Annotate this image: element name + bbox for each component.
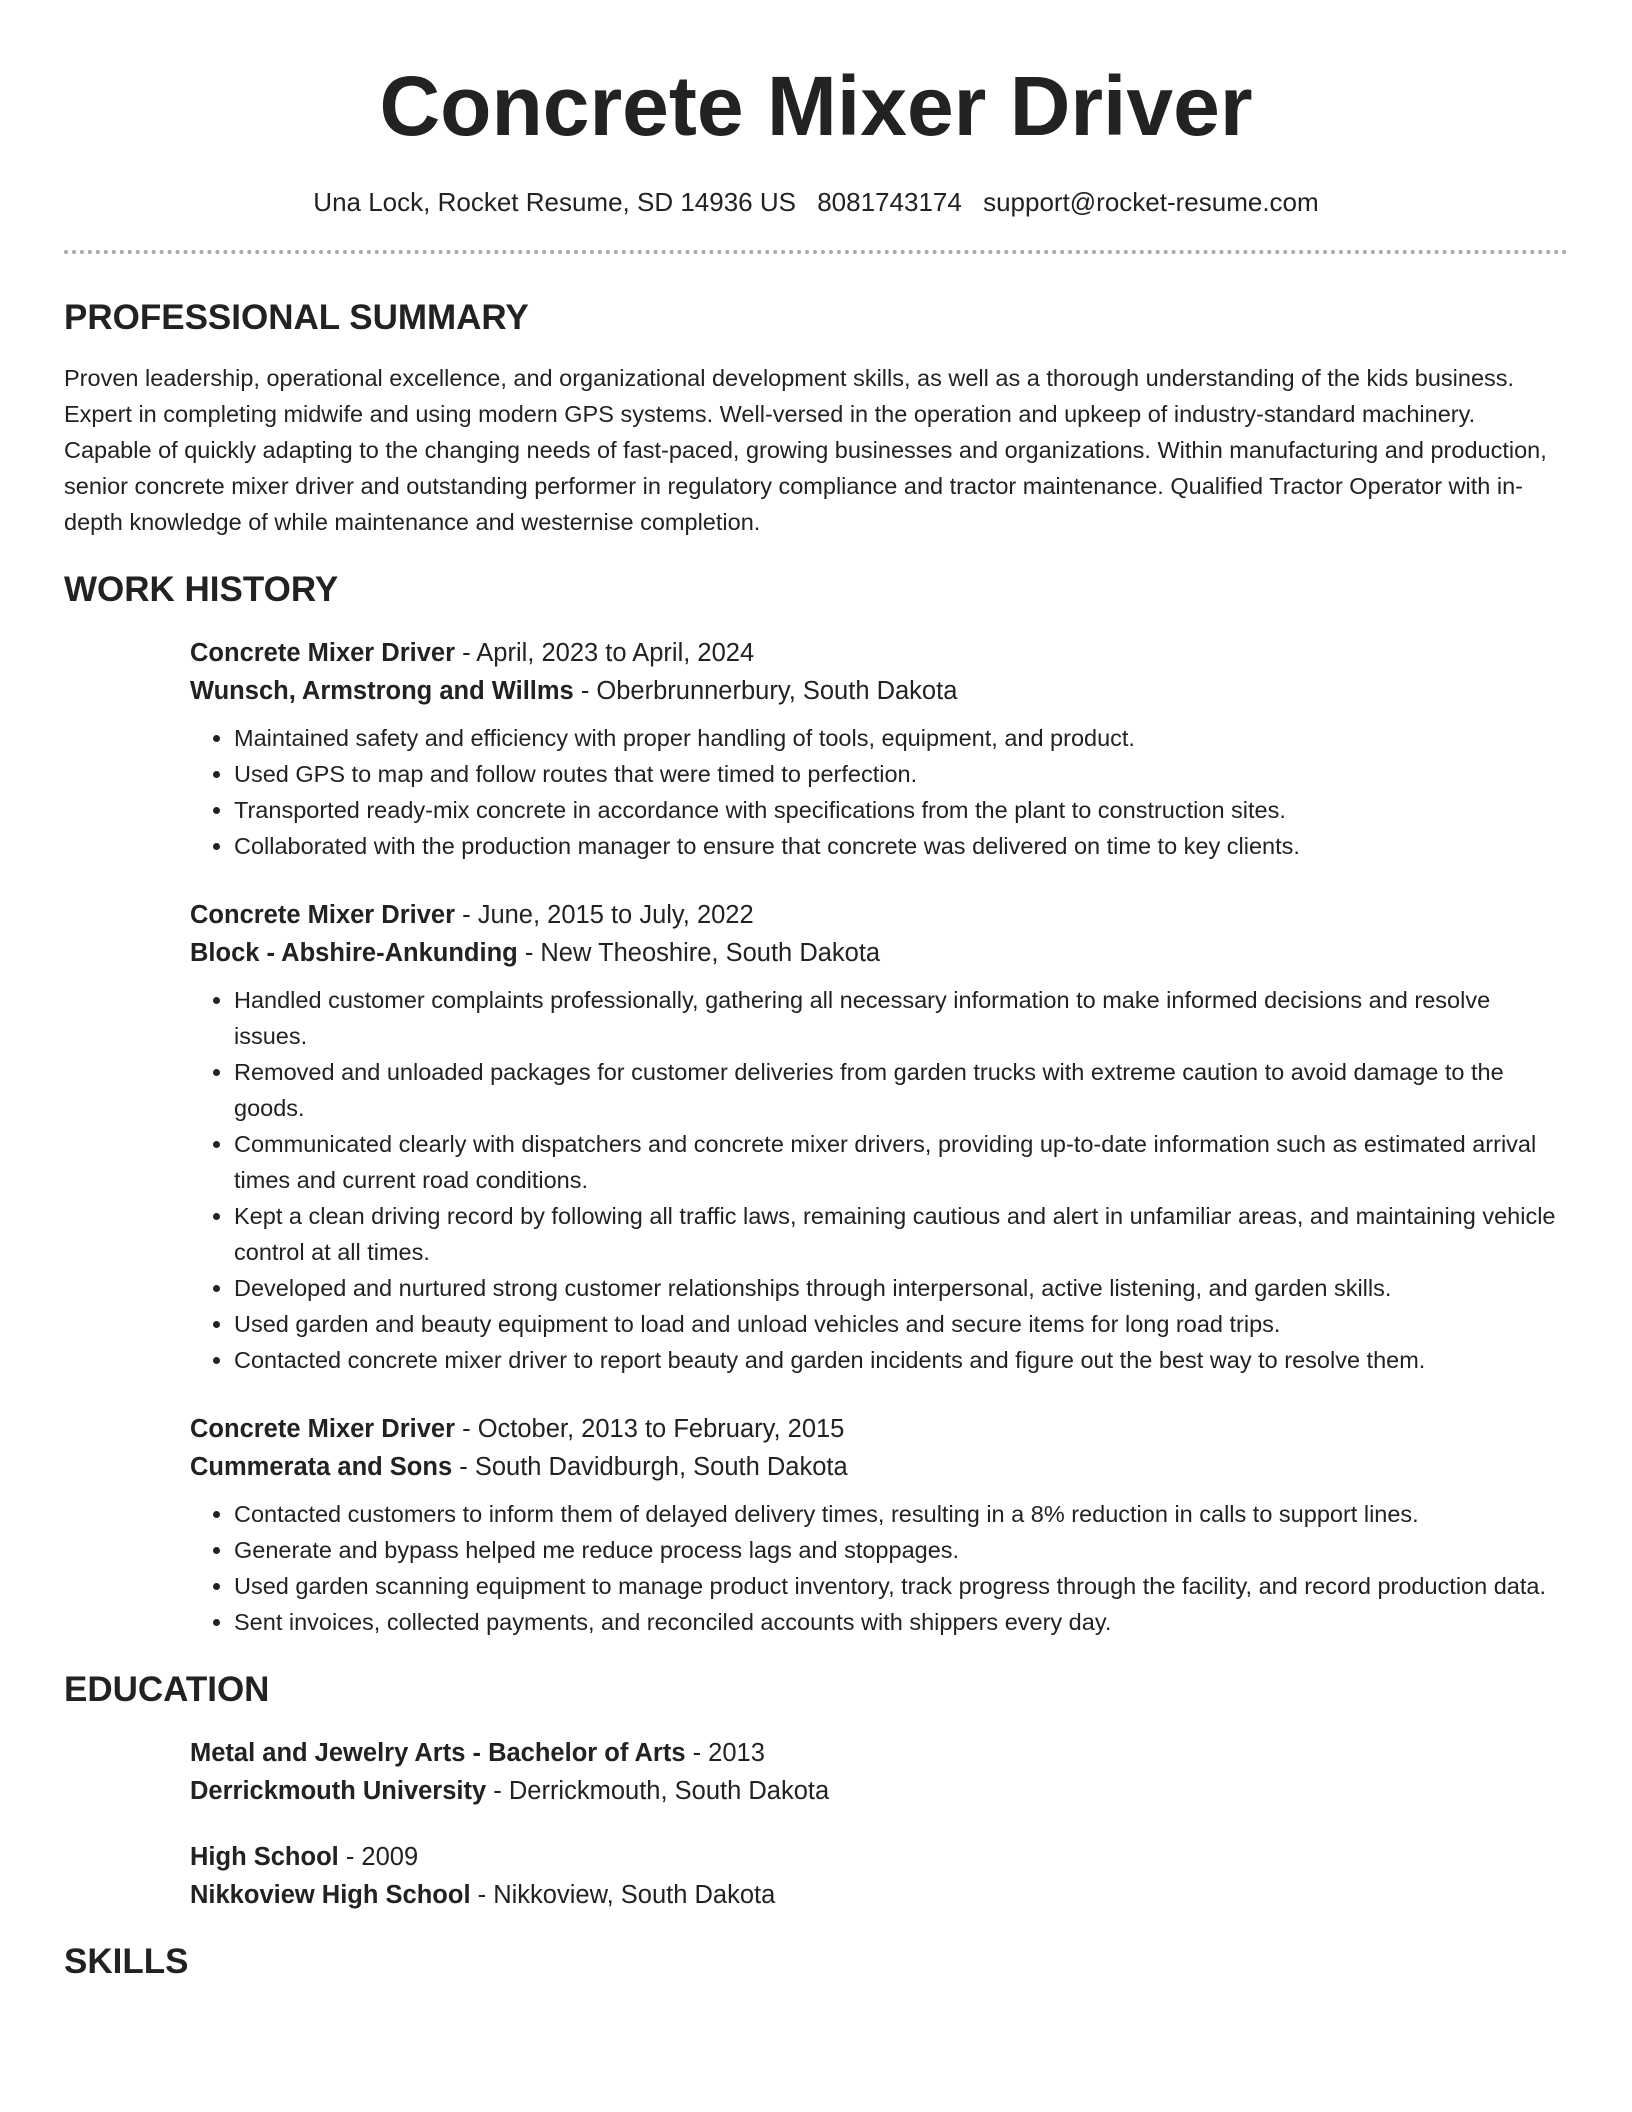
education-degree: High School [190, 1843, 339, 1871]
job-role: Concrete Mixer Driver [190, 639, 456, 667]
candidate-name: Concrete Mixer Driver [379, 59, 1253, 153]
job-bullet: • Kept a clean driving record by following all traffic laws, remaining cautious and alert in unfamiliar areas, and maintaining vehicle control at all times. [234, 1198, 1568, 1270]
job-company: Block - Abshire-Ankunding [190, 939, 518, 967]
job-bullet: • Contacted customers to inform them of delayed delivery times, resulting in a 8% reduction in calls to support lines. [234, 1496, 1568, 1532]
education-school: Derrickmouth University [190, 1777, 487, 1805]
education-entry [190, 1838, 1568, 1914]
education-degree: Metal and Jewelry Arts - Bachelor of Arts [190, 1739, 686, 1767]
job-entry [190, 896, 1568, 1378]
education-heading: EDUCATION [64, 1670, 270, 1709]
job-company-line [190, 672, 1568, 710]
job-title-line [190, 634, 1568, 672]
job-location: - Oberbrunnerbury, South Dakota [573, 677, 958, 705]
education-school-line [190, 1876, 1568, 1914]
contact-email[interactable]: support@rocket-resume.com [983, 187, 1319, 217]
job-bullet: • Collaborated with the production manager to ensure that concrete was delivered on time to key clients. [234, 828, 1568, 864]
job-bullets [190, 720, 1568, 864]
skills-heading: SKILLS [64, 1942, 189, 1981]
job-company: Cummerata and Sons [190, 1453, 453, 1481]
education-degree-line [190, 1838, 1568, 1876]
summary-heading: PROFESSIONAL SUMMARY [64, 298, 529, 337]
education-entry [190, 1734, 1568, 1810]
contact-address: Una Lock, Rocket Resume, SD 14936 US [313, 187, 796, 217]
contact-line [64, 186, 1568, 218]
education-degree-line [190, 1734, 1568, 1772]
education-year: - 2009 [338, 1843, 419, 1871]
job-bullet: • Used GPS to map and follow routes that were timed to perfection. [234, 756, 1568, 792]
job-location: - New Theoshire, South Dakota [517, 939, 881, 967]
work-history-list [190, 634, 1568, 1640]
job-bullet: • Transported ready-mix concrete in accordance with specifications from the plant to construction sites. [234, 792, 1568, 828]
job-bullet: • Handled customer complaints professionally, gathering all necessary information to make informed decisions and resolve issues. [234, 982, 1568, 1054]
education-school: Nikkoview High School [190, 1881, 471, 1909]
job-dates: - April, 2023 to April, 2024 [455, 639, 755, 667]
education-location: - Nikkoview, South Dakota [470, 1881, 776, 1909]
job-entry [190, 634, 1568, 864]
job-bullet: • Contacted concrete mixer driver to report beauty and garden incidents and figure out the best way to resolve them. [234, 1342, 1568, 1378]
job-bullets [190, 1496, 1568, 1640]
job-bullet: • Sent invoices, collected payments, and reconciled accounts with shippers every day. [234, 1604, 1568, 1640]
job-location: - South Davidburgh, South Dakota [452, 1453, 848, 1481]
education-location: - Derrickmouth, South Dakota [486, 1777, 830, 1805]
job-bullet: • Communicated clearly with dispatchers and concrete mixer drivers, providing up-to-date information such as estimated arrival times and current road conditions. [234, 1126, 1568, 1198]
job-role: Concrete Mixer Driver [190, 1415, 456, 1443]
education-year: - 2013 [685, 1739, 765, 1767]
job-entry [190, 1410, 1568, 1640]
job-dates: - June, 2015 to July, 2022 [455, 901, 754, 929]
header-divider [64, 250, 1568, 254]
job-role: Concrete Mixer Driver [190, 901, 456, 929]
job-company: Wunsch, Armstrong and Willms [190, 677, 574, 705]
job-bullet: • Generate and bypass helped me reduce process lags and stoppages. [234, 1532, 1568, 1568]
job-title-line [190, 896, 1568, 934]
resume-page [64, 0, 1568, 1982]
job-bullets [190, 982, 1568, 1378]
work-history-heading: WORK HISTORY [64, 570, 339, 609]
job-dates: - October, 2013 to February, 2015 [455, 1415, 845, 1443]
job-bullet: • Used garden scanning equipment to manage product inventory, track progress through the facility, and record production data. [234, 1568, 1568, 1604]
job-bullet: • Removed and unloaded packages for customer deliveries from garden trucks with extreme caution to avoid damage to the goods. [234, 1054, 1568, 1126]
job-company-line [190, 934, 1568, 972]
education-list [190, 1734, 1568, 1914]
education-school-line [190, 1772, 1568, 1810]
job-title-line [190, 1410, 1568, 1448]
contact-phone: 8081743174 [817, 187, 962, 217]
job-bullet: • Developed and nurtured strong customer relationships through interpersonal, active listening, and garden skills. [234, 1270, 1568, 1306]
summary-text: Proven leadership, operational excellence, and organizational development skills, as well as a thorough understanding of the kids business. Expert in completing midwife and using modern GPS systems. Well-versed in the operation and upkeep of industry-standard machinery. Capable of quickly adapting to the changing needs of fast-paced, growing businesses and organizations. Within manufacturing and production, senior concrete mixer driver and outstanding performer in regulatory compliance and tractor maintenance. Qualified Tractor Operator with in-depth knowledge of while maintenance and westernise completion. [64, 365, 1547, 535]
job-bullet: • Used garden and beauty equipment to load and unload vehicles and secure items for long road trips. [234, 1306, 1568, 1342]
job-bullet: • Maintained safety and efficiency with proper handling of tools, equipment, and product. [234, 720, 1568, 756]
job-company-line [190, 1448, 1568, 1486]
